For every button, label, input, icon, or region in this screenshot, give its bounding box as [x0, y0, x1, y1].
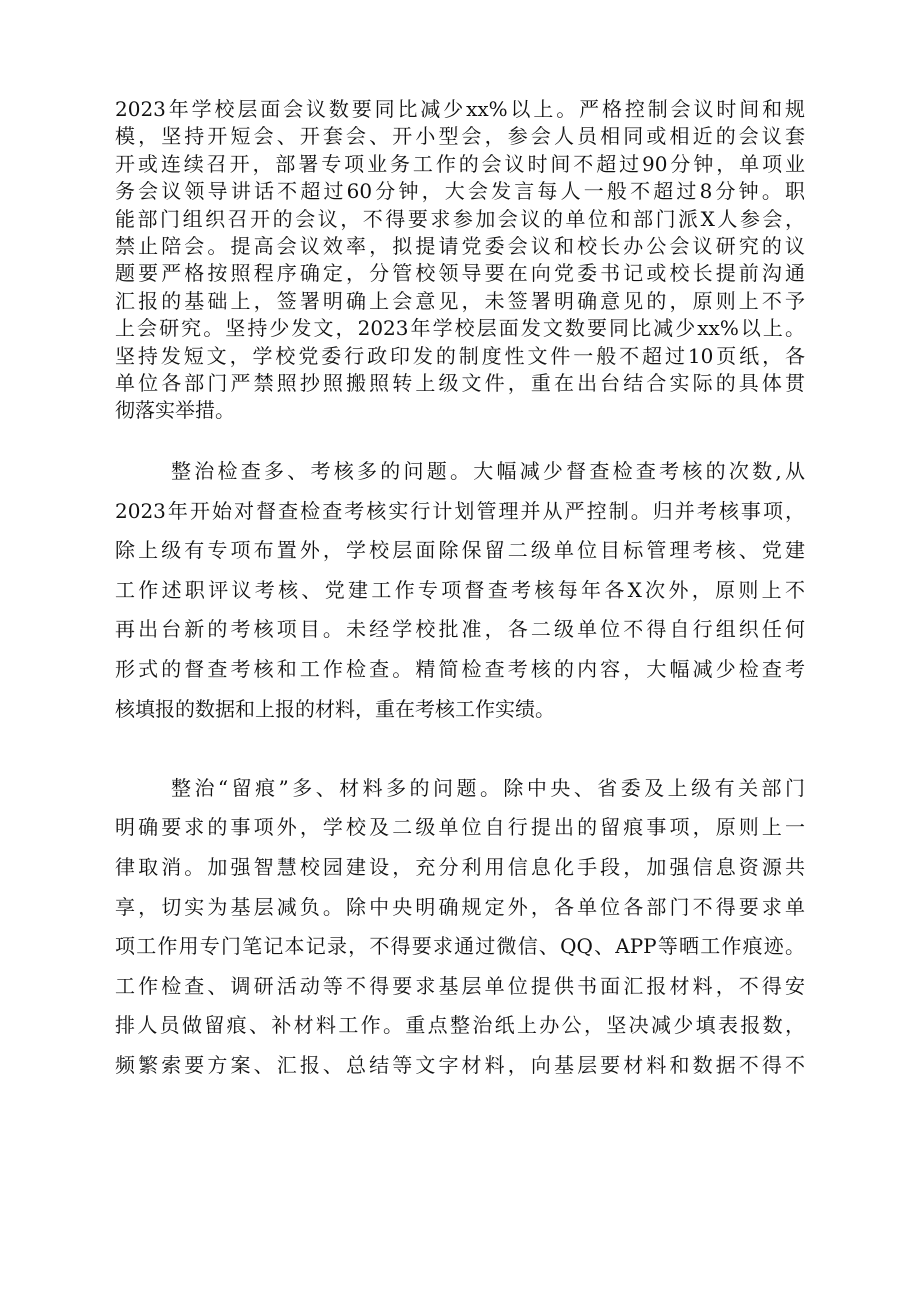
text-line: 项工作用专门笔记本记录，不得要求通过微信、QQ、APP等晒工作痕迹。 — [115, 934, 805, 959]
text-line: 模，坚持开短会、开套会、开小型会，参会人员相同或相近的会议套 — [115, 124, 805, 149]
text-line: 能部门组织召开的会议，不得要求参加会议的单位和部门派X人参会， — [115, 206, 805, 231]
text-line: 2023年开始对督查检查考核实行计划管理并从严控制。归并考核事项， — [115, 498, 805, 523]
text-line: 坚持发短文，学校党委行政印发的制度性文件一般不超过10页纸，各 — [115, 343, 805, 368]
text-line: 题要严格按照程序确定，分管校领导要在向党委书记或校长提前沟通 — [115, 261, 805, 286]
text-line: 频繁索要方案、汇报、总结等文字材料，向基层要材料和数据不得不 — [115, 1052, 805, 1077]
text-line: 核填报的数据和上报的材料，重在考核工作实绩。 — [115, 696, 555, 721]
text-line: 工作述职评议考核、党建工作专项督查考核每年各X次外，原则上不 — [115, 577, 805, 602]
paragraph-first-line: 整治检查多、考核多的问题。大幅减少督查检查考核的次数,从 — [171, 459, 805, 483]
text-line: 2023年学校层面会议数要同比减少xx%以上。严格控制会议时间和规 — [115, 97, 805, 121]
paragraph-meetings-documents — [115, 96, 805, 425]
paragraph-first-line: 整治“留痕”多、材料多的问题。除中央、省委及上级有关部门 — [171, 775, 805, 800]
text-line: 务会议领导讲话不超过60分钟，大会发言每人一般不超过8分钟。职 — [115, 179, 805, 204]
text-line: 明确要求的事项外，学校及二级单位自行提出的留痕事项，原则上一 — [115, 815, 805, 840]
text-line: 开或连续召开，部署专项业务工作的会议时间不超过90分钟，单项业 — [115, 151, 805, 176]
text-line: 排人员做留痕、补材料工作。重点整治纸上办公，坚决减少填表报数， — [115, 1013, 805, 1038]
text-line: 工作检查、调研活动等不得要求基层单位提供书面汇报材料，不得安 — [115, 973, 805, 998]
text-line: 彻落实举措。 — [115, 398, 235, 423]
paragraphs-inspections-traces — [115, 452, 805, 1086]
text-line: 禁止陪会。提高会议效率，拟提请党委会议和校长办公会议研究的议 — [115, 234, 805, 259]
text-line: 律取消。加强智慧校园建设，充分利用信息化手段，加强信息资源共 — [115, 854, 805, 879]
text-line: 形式的督查考核和工作检查。精简检查考核的内容，大幅减少检查考 — [115, 656, 805, 681]
text-line: 单位各部门严禁照抄照搬照转上级文件，重在出台结合实际的具体贯 — [115, 371, 805, 396]
text-line: 除上级有专项布置外，学校层面除保留二级单位目标管理考核、党建 — [115, 538, 805, 563]
paragraph-gap — [115, 729, 805, 769]
text-line: 再出台新的考核项目。未经学校批准，各二级单位不得自行组织任何 — [115, 617, 805, 642]
text-line: 上会研究。坚持少发文，2023年学校层面发文数要同比减少xx%以上。 — [115, 316, 805, 341]
text-line: 享，切实为基层减负。除中央明确规定外，各单位各部门不得要求单 — [115, 894, 805, 919]
text-line: 汇报的基础上，签署明确上会意见，未签署明确意见的，原则上不予 — [115, 288, 805, 313]
